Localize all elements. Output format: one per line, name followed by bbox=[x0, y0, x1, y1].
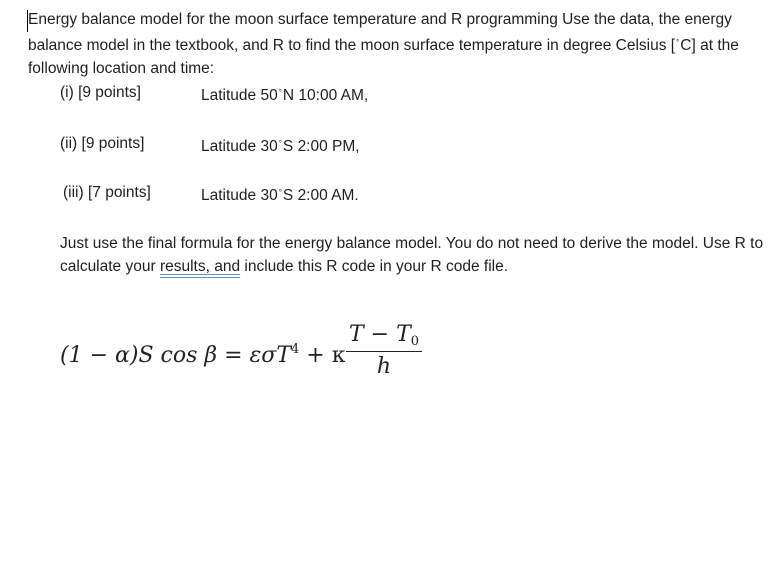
grammar-flagged-text: results, and bbox=[159, 258, 241, 275]
instructions-note: Just use the final formula for the energy balance model. You do not need to derive the model. Use R to calculate your results, and include this R code in your R code file. bbox=[60, 235, 764, 275]
formula-exponent: 4 bbox=[291, 342, 300, 357]
item-location: Latitude 30°S 2:00 AM. bbox=[201, 187, 359, 204]
item-location: Latitude 50°N 10:00 AM, bbox=[201, 87, 369, 104]
item-location: Latitude 30°S 2:00 PM, bbox=[201, 138, 360, 155]
degree-symbol: ° bbox=[278, 88, 282, 97]
degree-symbol: ° bbox=[278, 139, 282, 148]
formula-lhs: (1 − α)S cos β = εσT$^4$ + κ bbox=[60, 342, 346, 368]
item-number: (ii) [9 points] bbox=[60, 135, 145, 152]
fraction-numerator: $T - T_0$ bbox=[348, 322, 420, 349]
formula-fraction bbox=[344, 322, 424, 379]
item-number: (i) [9 points] bbox=[60, 84, 141, 101]
degree-symbol: ° bbox=[278, 188, 282, 197]
fraction-denominator: h bbox=[376, 354, 392, 379]
intro-text-start: Energy balance model for the moon surface temperature and R programming Use the data, the energy balance model in the textbook, and R to find the moon surface temperature in degree Celsius [ bbox=[28, 11, 732, 54]
formula-plus-kappa: + κ bbox=[299, 343, 346, 368]
degree-symbol: ° bbox=[676, 38, 680, 47]
intro-text-end: C] at the following location and time: bbox=[28, 37, 739, 77]
question-intro bbox=[28, 8, 776, 80]
item-number: (iii) [7 points] bbox=[63, 184, 151, 201]
